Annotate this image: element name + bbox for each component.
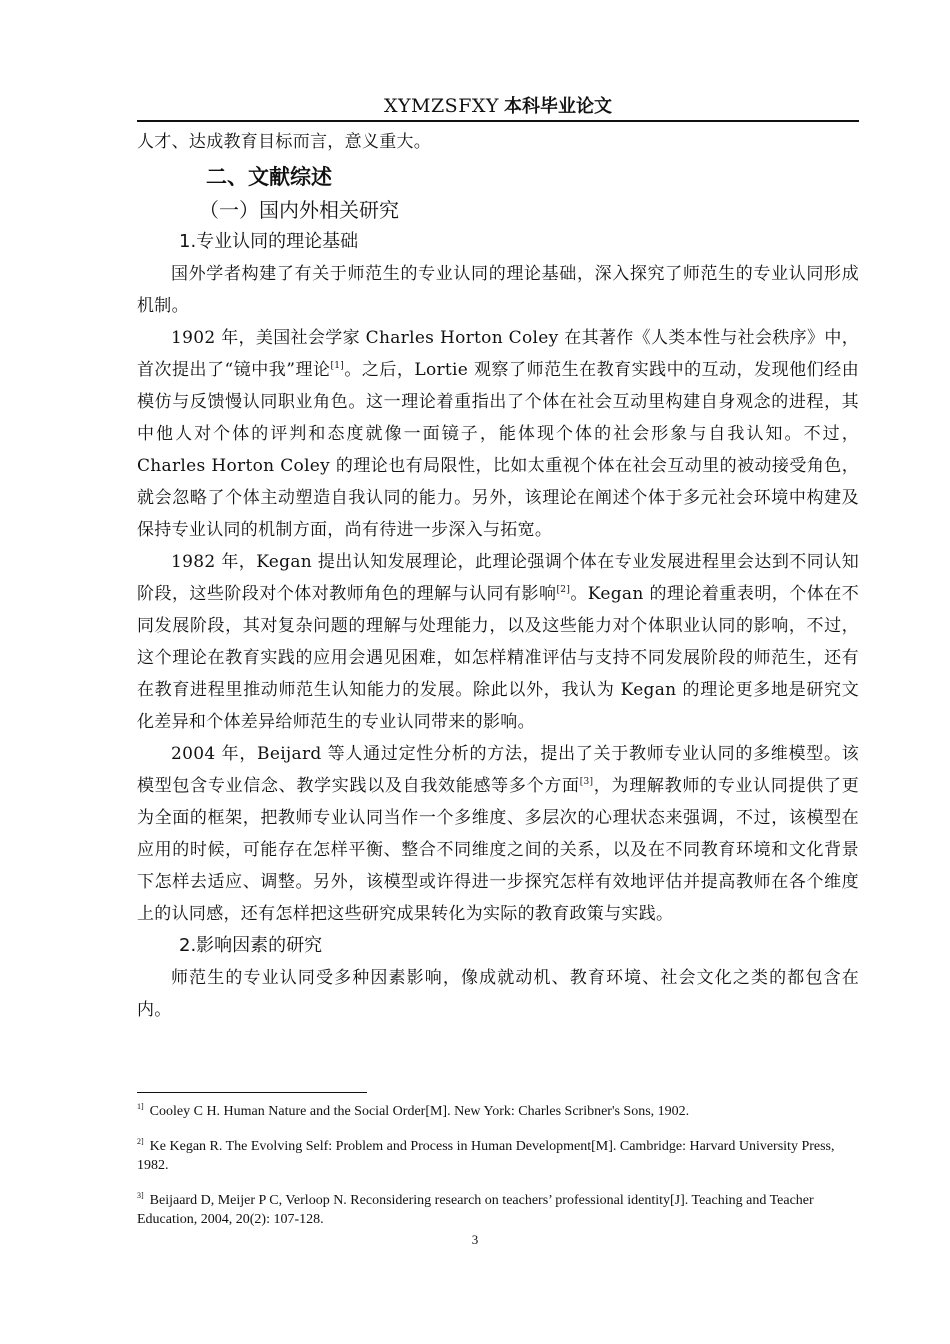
section-title: 二、文献综述 xyxy=(206,165,332,189)
intro-tail-paragraph: 人才、达成教育目标而言，意义重大。 xyxy=(137,132,432,152)
page-header xyxy=(137,92,859,122)
paragraph-4 xyxy=(137,738,859,930)
footnote-item xyxy=(137,1102,859,1121)
subheading-theory-basis: 1.专业认同的理论基础 xyxy=(179,231,359,252)
citation-2: [2] xyxy=(556,585,571,595)
page-number: 3 xyxy=(471,1232,479,1247)
page-body xyxy=(137,126,859,1026)
paragraph-4-part-a: 2004 年，Beijard 等人通过定性分析的方法，提出了关于教师专业认同的多维模型。该模型包含专业信念、教学实践以及自我效能感等多个方面 xyxy=(137,744,859,796)
paragraph-1: 国外学者构建了有关于师范生的专业认同的理论基础，深入探究了师范生的专业认同形成机制。 xyxy=(137,264,859,316)
paragraph-2-part-a: 1902 年，美国社会学家 Charles Horton Coley 在其著作《人类本性与社会秩序》中，首次提出了“镜中我”理论 xyxy=(137,328,859,380)
paragraph-2 xyxy=(137,322,859,546)
footnote-item xyxy=(137,1137,859,1175)
paragraph-2-part-b: 。之后，Lortie 观察了师范生在教育实践中的互动，发现他们经由模仿与反馈慢认同职业角色。这一理论着重指出了个体在社会互动里构建自身观念的进程，其中他人对个体的评判和态度就像一面镜子，能体现个体的社会形象与自我认知。不过，Charles Horton Coley 的理论也有局限性，比如太重视个体在社会互动里的被动接受角色，就会忽略了个体主动塑造自我认同的能力。另外，该理论在阐述个体于多元社会环境中构建及保持专业认同的机制方面，尚有待进一步深入与拓宽。 xyxy=(137,360,859,540)
paragraph-4-part-b: ，为理解教师的专业认同提供了更为全面的框架，把教师专业认同当作一个多维度、多层次的心理状态来强调，不过，该模型在应用的时候，可能存在怎样平衡、整合不同维度之间的关系，以及在不同教育环境和文化背景下怎样去适应、调整。另外，该模型或许得进一步探究怎样有效地评估并提高教师在各个维度上的认同感，还有怎样把这些研究成果转化为实际的教育政策与实践。 xyxy=(137,776,860,924)
paragraph-3-part-b: 。Kegan 的理论着重表明，个体在不同发展阶段，其对复杂问题的理解与处理能力，以及这些能力对个体职业认同的影响，不过，这个理论在教育实践的应用会遇见困难，如怎样精准评估与支持不同发展阶段的师范生，还有在教育进程里推动师范生认知能力的发展。除此以外，我认为 Kegan 的理论更多地是研究文化差异和个体差异给师范生的专业认同带来的影响。 xyxy=(137,584,860,732)
footnote-text: Beijaard D, Meijer P C, Verloop N. Reconsidering research on teachers’ professional identity[J]. Teaching and Teacher Education, 2004, 20(2): 107-128. xyxy=(137,1193,814,1227)
citation-1: [1] xyxy=(330,361,345,371)
footnote-item xyxy=(137,1191,859,1229)
footnote-separator xyxy=(137,1092,367,1093)
footnote-mark: 1] xyxy=(137,1102,144,1111)
header-title: 本科毕业论文 xyxy=(504,96,613,117)
subsection-title: （一）国内外相关研究 xyxy=(199,198,399,222)
footnote-text: Ke Kegan R. The Evolving Self: Problem and Process in Human Development[M]. Cambridge: Harvard University Press, 1982. xyxy=(137,1139,835,1173)
footnotes xyxy=(137,1102,859,1245)
footnote-mark: 2] xyxy=(137,1137,144,1146)
citation-3: [3] xyxy=(579,777,594,787)
footnote-text: Cooley C H. Human Nature and the Social Order[M]. New York: Charles Scribner's Sons, 1902. xyxy=(149,1104,690,1119)
paragraph-5: 师范生的专业认同受多种因素影响，像成就动机、教育环境、社会文化之类的都包含在内。 xyxy=(137,968,859,1020)
paragraph-3 xyxy=(137,546,859,738)
footnote-mark: 3] xyxy=(137,1191,144,1200)
header-code: XYMZSFXY xyxy=(383,95,499,117)
paragraph-3-part-a: 1982 年，Kegan 提出认知发展理论，此理论强调个体在专业发展进程里会达到不同认知阶段，这些阶段对个体对教师角色的理解与认同有影响 xyxy=(137,552,859,604)
subheading-influencing-factors: 2.影响因素的研究 xyxy=(179,935,323,956)
